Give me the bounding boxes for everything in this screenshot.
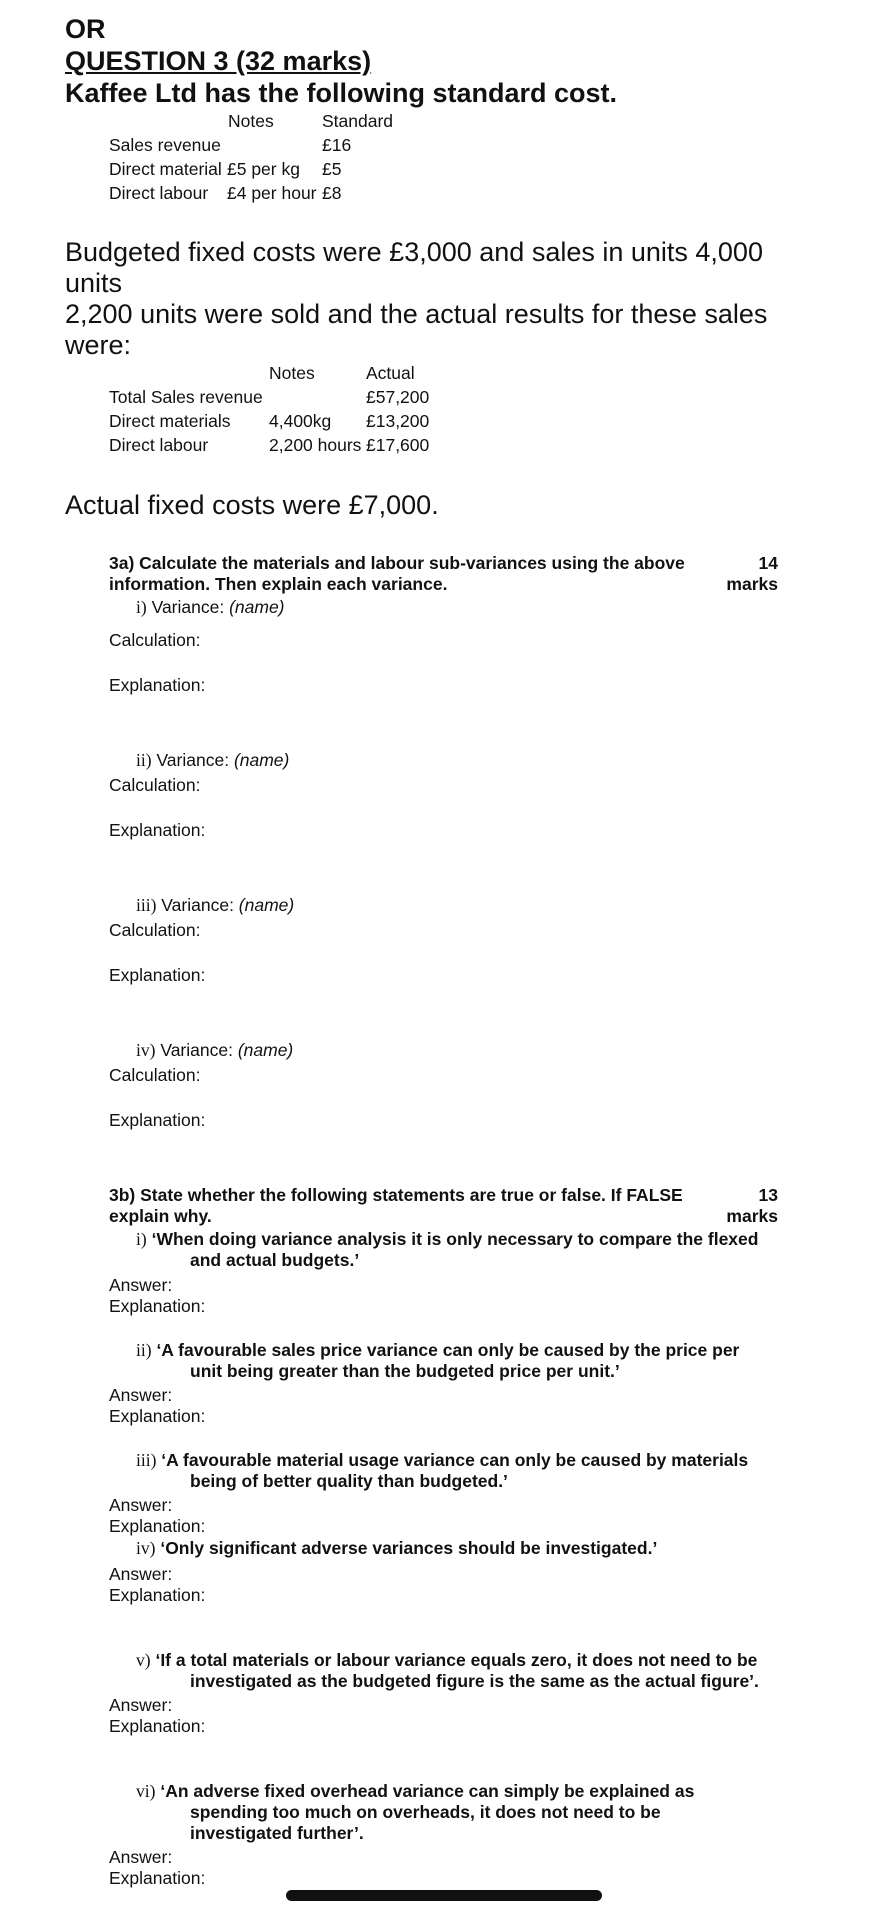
variance-item	[136, 750, 289, 771]
intro-heading: Kaffee Ltd has the following standard cost.	[65, 78, 618, 108]
q3a-marks: 14	[758, 553, 778, 573]
table-row-value: £13,200	[366, 411, 430, 431]
actual-col-value: Actual	[366, 363, 415, 383]
variance-numeral: iv)	[136, 1040, 156, 1060]
question-title: QUESTION 3 (32 marks)	[65, 46, 372, 76]
actual-col-notes: Notes	[269, 363, 315, 383]
table-row-value: £8	[322, 183, 342, 203]
statement-item	[136, 1781, 694, 1802]
statement-item	[136, 1538, 657, 1559]
q3a-heading: 3a) Calculate the materials and labour sub-variances using the above	[109, 553, 685, 573]
statement-item	[136, 1340, 739, 1361]
variance-label: Variance:	[161, 895, 239, 915]
q3a-marks-label: marks	[726, 574, 778, 594]
explanation-label: Explanation:	[109, 1296, 206, 1316]
statement-text: ‘Only significant adverse variances should be investigated.’	[160, 1538, 658, 1558]
variance-label: Variance:	[156, 750, 234, 770]
statement-numeral: vi)	[136, 1781, 156, 1801]
explanation-label: Explanation:	[109, 1110, 206, 1130]
variance-item	[136, 895, 294, 916]
table-row-label: Direct labour	[109, 435, 209, 455]
explanation-label: Explanation:	[109, 1868, 206, 1888]
statement-text-cont: investigated as the budgeted figure is the same as the actual figure’.	[190, 1671, 759, 1691]
variance-label: Variance:	[151, 597, 230, 617]
statement-text: ‘A favourable material usage variance can only be caused by materials	[161, 1450, 749, 1470]
variance-item	[136, 597, 285, 618]
explanation-label: Explanation:	[109, 1406, 206, 1426]
statement-text-cont: and actual budgets.’	[190, 1250, 360, 1270]
answer-label: Answer:	[109, 1847, 173, 1867]
or-heading: OR	[65, 14, 106, 44]
table-row-notes: 2,200 hours	[269, 435, 362, 455]
budget-text: 2,200 units were sold and the actual results for these sales	[65, 299, 768, 329]
variance-name: (name)	[237, 1040, 294, 1060]
variance-name: (name)	[229, 597, 285, 617]
table-row-notes: £5 per kg	[227, 159, 300, 179]
budget-text: Budgeted fixed costs were £3,000 and sales in units 4,000	[65, 237, 763, 267]
statement-text-cont: being of better quality than budgeted.’	[190, 1471, 508, 1491]
q3b-heading: 3b) State whether the following statements are true or false. If FALSE	[109, 1185, 683, 1205]
calculation-label: Calculation:	[109, 630, 201, 650]
variance-name: (name)	[233, 750, 290, 770]
standard-col-notes: Notes	[228, 111, 274, 131]
home-indicator[interactable]	[286, 1890, 602, 1901]
answer-label: Answer:	[109, 1564, 173, 1584]
variance-item	[136, 1040, 293, 1061]
statement-numeral: ii)	[136, 1340, 152, 1360]
variance-numeral: i)	[136, 597, 147, 617]
table-row-value: £57,200	[366, 387, 430, 407]
statement-numeral: iii)	[136, 1450, 157, 1470]
answer-label: Answer:	[109, 1695, 173, 1715]
variance-numeral: ii)	[136, 750, 152, 770]
table-row-label: Direct materials	[109, 411, 231, 431]
budget-text: units	[65, 268, 123, 298]
q3b-marks: 13	[758, 1185, 778, 1205]
variance-numeral: iii)	[136, 895, 157, 915]
q3a-heading-cont: information. Then explain each variance.	[109, 574, 448, 594]
explanation-label: Explanation:	[109, 675, 206, 695]
explanation-label: Explanation:	[109, 965, 206, 985]
statement-numeral: v)	[136, 1650, 151, 1670]
statement-text-cont: unit being greater than the budgeted price per unit.’	[190, 1361, 620, 1381]
answer-label: Answer:	[109, 1495, 173, 1515]
statement-item	[136, 1450, 748, 1471]
table-row-label: Sales revenue	[109, 135, 221, 155]
calculation-label: Calculation:	[109, 1065, 201, 1085]
q3b-marks-label: marks	[726, 1206, 778, 1226]
standard-col-value: Standard	[322, 111, 394, 131]
table-row-notes: £4 per hour	[227, 183, 317, 203]
table-row-value: £5	[322, 159, 342, 179]
statement-item	[136, 1650, 757, 1671]
statement-numeral: iv)	[136, 1538, 156, 1558]
table-row-label: Direct labour	[109, 183, 209, 203]
table-row-label: Direct material	[109, 159, 222, 179]
table-row-value: £17,600	[366, 435, 430, 455]
variance-label: Variance:	[160, 1040, 238, 1060]
table-row-notes: 4,400kg	[269, 411, 332, 431]
statement-text: ‘If a total materials or labour variance equals zero, it does not need to be	[155, 1650, 758, 1670]
statement-numeral: i)	[136, 1229, 147, 1249]
statement-text-cont: investigated further’.	[190, 1823, 364, 1843]
statement-text: ‘A favourable sales price variance can only be caused by the price per	[156, 1340, 740, 1360]
answer-label: Answer:	[109, 1385, 173, 1405]
explanation-label: Explanation:	[109, 1716, 206, 1736]
statement-text-cont: spending too much on overheads, it does not need to be	[190, 1802, 661, 1822]
table-row-label: Total Sales revenue	[109, 387, 263, 407]
q3b-heading-cont: explain why.	[109, 1206, 212, 1226]
explanation-label: Explanation:	[109, 1516, 206, 1536]
budget-text: were:	[65, 330, 132, 360]
table-row-value: £16	[322, 135, 352, 155]
explanation-label: Explanation:	[109, 820, 206, 840]
variance-name: (name)	[238, 895, 295, 915]
statement-text: ‘When doing variance analysis it is only necessary to compare the flexed	[151, 1229, 759, 1249]
actual-fixed-costs: Actual fixed costs were £7,000.	[65, 490, 439, 520]
statement-item	[136, 1229, 758, 1250]
calculation-label: Calculation:	[109, 920, 201, 940]
answer-label: Answer:	[109, 1275, 173, 1295]
statement-text: ‘An adverse fixed overhead variance can simply be explained as	[160, 1781, 695, 1801]
explanation-label: Explanation:	[109, 1585, 206, 1605]
calculation-label: Calculation:	[109, 775, 201, 795]
